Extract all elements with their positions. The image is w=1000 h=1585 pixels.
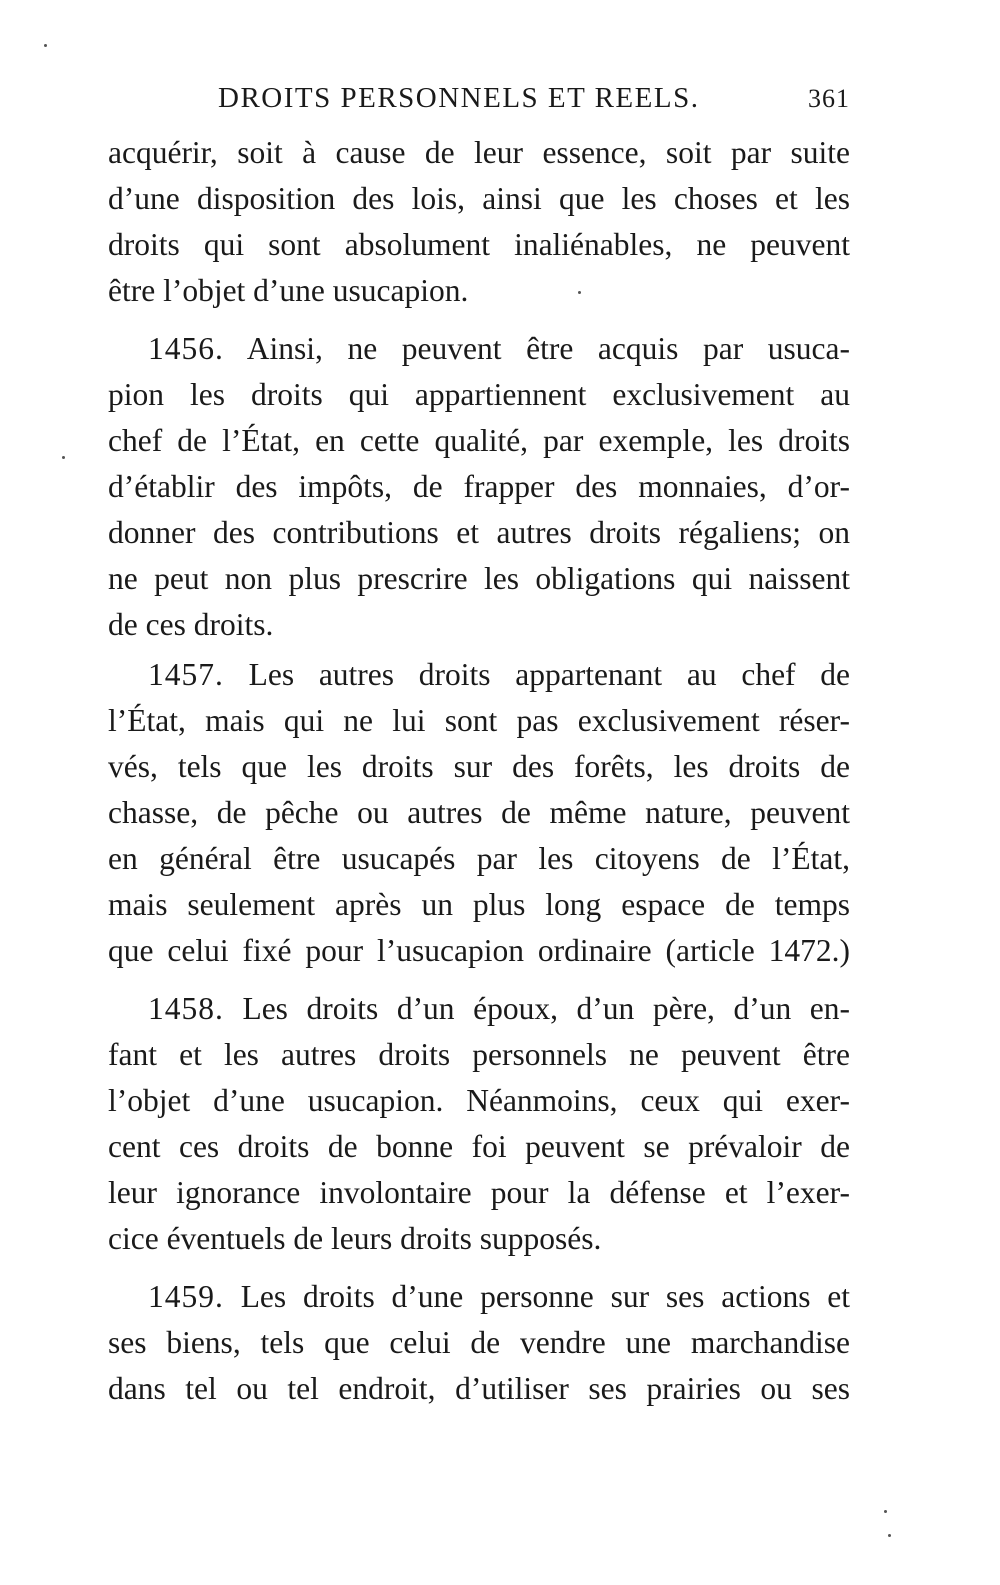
text-line (108, 652, 850, 698)
scan-speck (44, 44, 47, 47)
text-line: pion les droits qui appartiennent exclusivement au (108, 377, 850, 412)
text-line (108, 986, 850, 1032)
text-line: chasse, de pêche ou autres de même nature, peuvent (108, 795, 850, 830)
text-line: de ces droits. (108, 607, 274, 642)
text-line: en général être usucapés par les citoyens de l’État, (108, 841, 850, 876)
scan-speck (884, 1510, 887, 1513)
text-line: ses biens, tels que celui de vendre une marchandise (108, 1325, 850, 1360)
text-line: acquérir, soit à cause de leur essence, soit par suite (108, 135, 850, 170)
text-line-content: Les droits d’un époux, d’un père, d’un en- (242, 991, 851, 1026)
text-line: vés, tels que les droits sur des forêts, les droits de (108, 749, 850, 784)
text-line: d’une disposition des lois, ainsi que les choses et les (108, 181, 850, 216)
page-header (108, 78, 850, 118)
text-line: dans tel ou tel endroit, d’utiliser ses prairies ou ses (108, 1371, 850, 1406)
paragraph-continuation (108, 130, 850, 314)
text-line-content: Les droits d’une personne sur ses actions et (240, 1279, 850, 1314)
text-line: leur ignorance involontaire pour la défense et l’exer- (108, 1175, 850, 1210)
paragraph-1457 (108, 652, 850, 974)
text-line (108, 1274, 850, 1320)
text-line: que celui fixé pour l’usucapion ordinaire (article 1472.) (108, 933, 850, 968)
article-number: 1458. (148, 991, 224, 1026)
text-line: droits qui sont absolument inaliénables, ne peuvent (108, 227, 850, 262)
scan-speck (62, 456, 65, 459)
paragraph-1456 (108, 326, 850, 648)
paragraph-gap (108, 974, 850, 986)
text-line: cent ces droits de bonne foi peuvent se prévaloir de (108, 1129, 850, 1164)
text-line: être l’objet d’une usucapion. (108, 273, 469, 308)
text-line: l’État, mais qui ne lui sont pas exclusivement réser- (108, 703, 850, 738)
text-line: ne peut non plus prescrire les obligations qui naissent (108, 561, 850, 596)
text-line (108, 326, 850, 372)
paragraph-gap (108, 314, 850, 326)
text-line: donner des contributions et autres droits régaliens; on (108, 515, 850, 550)
scan-speck (888, 1534, 891, 1537)
text-line: d’établir des impôts, de frapper des monnaies, d’or- (108, 469, 850, 504)
running-title: DROITS PERSONNELS ET REELS. (218, 82, 700, 114)
paragraph-gap (108, 1262, 850, 1274)
article-number: 1459. (148, 1279, 224, 1314)
text-line: chef de l’État, en cette qualité, par exemple, les droits (108, 423, 850, 458)
paragraph-1458 (108, 986, 850, 1262)
body-text (108, 130, 850, 1412)
scan-speck (578, 291, 581, 294)
text-line-content: Ainsi, ne peuvent être acquis par usuca- (246, 331, 850, 366)
paragraph-1459 (108, 1274, 850, 1412)
text-line: l’objet d’une usucapion. Néanmoins, ceux qui exer- (108, 1083, 850, 1118)
article-number: 1457. (148, 657, 224, 692)
text-line: cice éventuels de leurs droits supposés. (108, 1221, 602, 1256)
text-line: mais seulement après un plus long espace de temps (108, 887, 850, 922)
text-line: fant et les autres droits personnels ne peuvent être (108, 1037, 850, 1072)
text-line-content: Les autres droits appartenant au chef de (248, 657, 851, 692)
article-number: 1456. (148, 331, 224, 366)
page-number: 361 (808, 84, 850, 113)
